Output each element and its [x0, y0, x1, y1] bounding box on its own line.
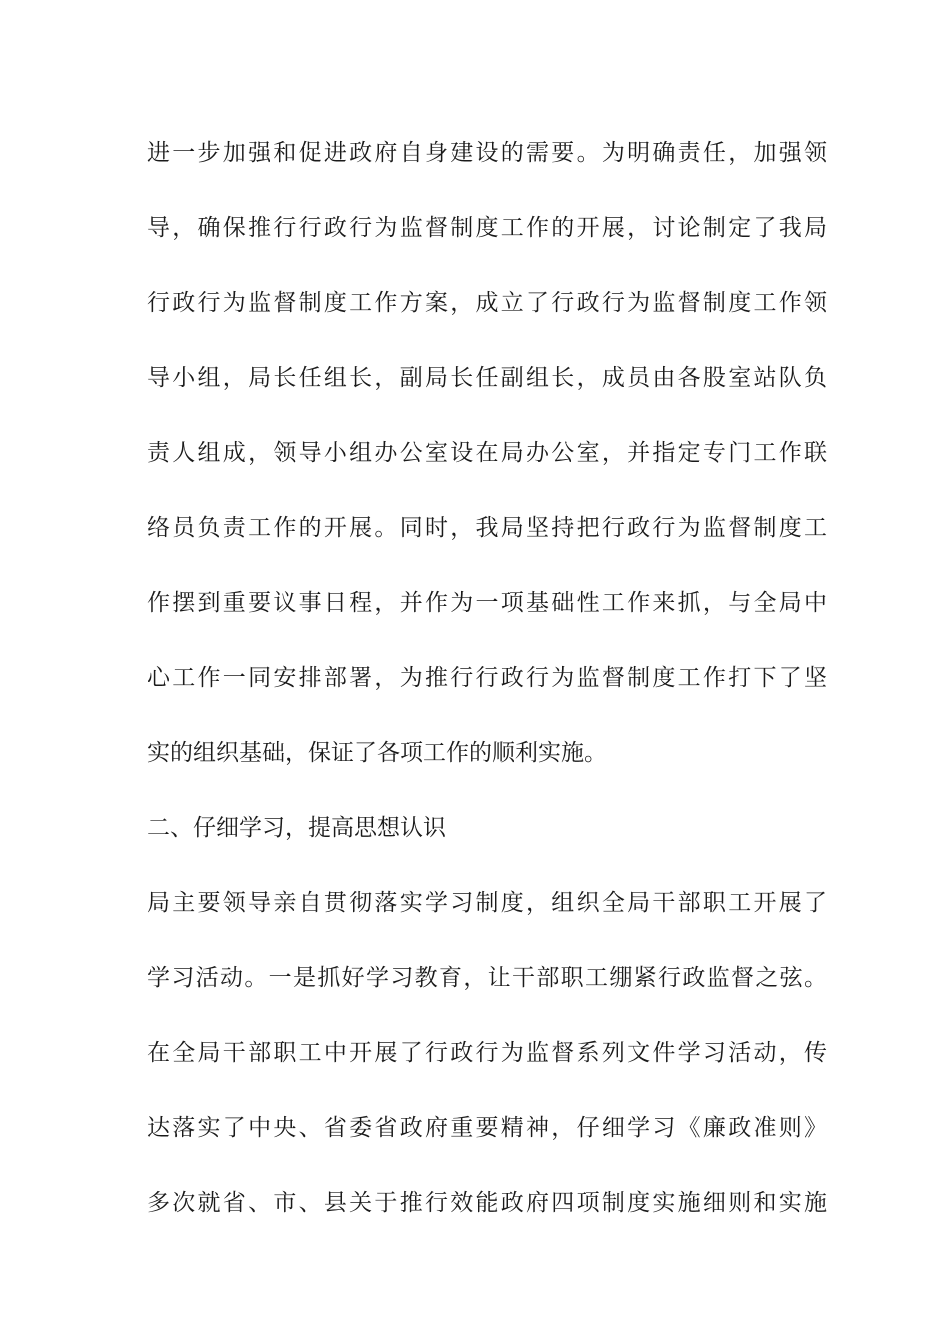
paragraph-line: 进一步加强和促进政府自身建设的需要。为明确责任，加强领: [147, 140, 827, 166]
paragraph-line: 作摆到重要议事日程，并作为一项基础性工作来抓，与全局中: [147, 590, 827, 616]
paragraph-line: 络员负责工作的开展。同时，我局坚持把行政行为监督制度工: [147, 515, 827, 541]
paragraph-line: 在全局干部职工中开展了行政行为监督系列文件学习活动，传: [147, 1040, 827, 1066]
paragraph-line: 实的组织基础，保证了各项工作的顺利实施。: [147, 740, 607, 766]
paragraph-line: 多次就省、市、县关于推行效能政府四项制度实施细则和实施: [147, 1190, 827, 1216]
paragraph-line: 责人组成，领导小组办公室设在局办公室，并指定专门工作联: [147, 440, 827, 466]
paragraph-line: 学习活动。一是抓好学习教育，让干部职工绷紧行政监督之弦。: [147, 965, 827, 991]
section-heading: 二、仔细学习，提高思想认识: [147, 815, 446, 841]
paragraph-line: 心工作一同安排部署，为推行行政行为监督制度工作打下了坚: [147, 665, 827, 691]
paragraph-line: 达落实了中央、省委省政府重要精神，仔细学习《廉政准则》: [147, 1115, 827, 1141]
paragraph-line: 行政行为监督制度工作方案，成立了行政行为监督制度工作领: [147, 290, 827, 316]
paragraph-line: 导，确保推行行政行为监督制度工作的开展，讨论制定了我局: [147, 215, 827, 241]
paragraph-line: 局主要领导亲自贯彻落实学习制度，组织全局干部职工开展了: [147, 890, 827, 916]
paragraph-line: 导小组，局长任组长，副局长任副组长，成员由各股室站队负: [147, 365, 827, 391]
